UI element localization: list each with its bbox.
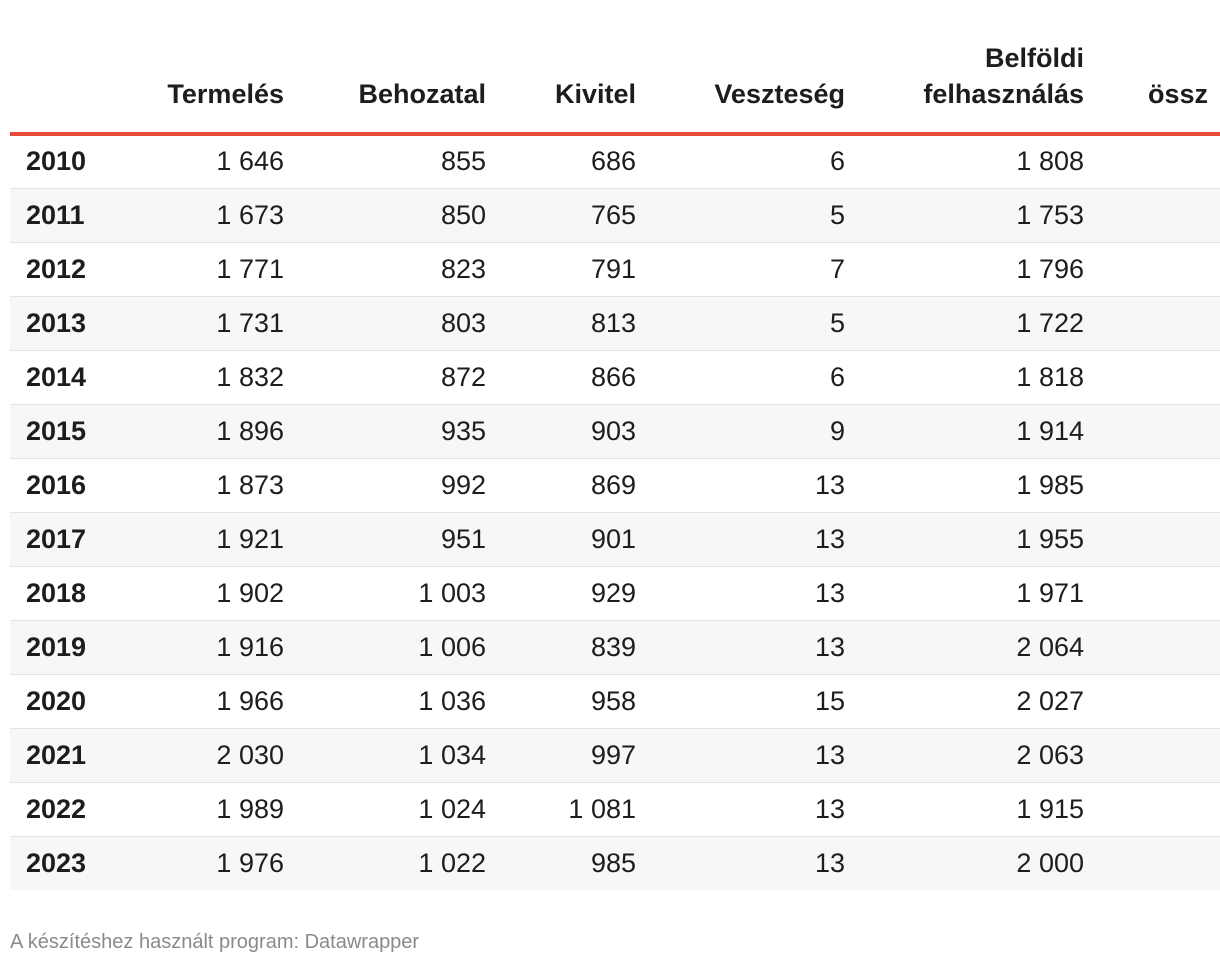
cell-ossz: [1084, 674, 1220, 728]
cell-veszteseg: 9: [636, 404, 845, 458]
cell-termeles: 1 771: [120, 242, 284, 296]
cell-kivitel: 985: [590, 847, 636, 878]
table-row: [10, 566, 1220, 620]
cell-ossz: [1084, 782, 1220, 836]
cell-year: 2011: [10, 188, 120, 242]
cell-kivitel: 791: [486, 242, 636, 296]
cell-belfoldi-felhasznalas: 1 796: [845, 242, 1084, 296]
cell-veszteseg: 5: [636, 296, 845, 350]
cell-year: 2018: [10, 566, 120, 620]
cell-termeles: 1 902: [120, 566, 284, 620]
cell-kivitel: 839: [486, 620, 636, 674]
cell-year: 2017: [10, 512, 120, 566]
cell-veszteseg: 13: [636, 728, 845, 782]
cell-behozatal: 872: [284, 350, 486, 404]
cell-behozatal: 823: [284, 242, 486, 296]
header-behozatal[interactable]: Behozatal: [284, 0, 486, 134]
cell-veszteseg: 13: [636, 782, 845, 836]
cell-belfoldi-felhasznalas: 1 914: [845, 404, 1084, 458]
table-header-row: [10, 0, 1220, 134]
cell-ossz: [1084, 512, 1220, 566]
cell-behozatal: 855: [284, 134, 486, 188]
data-table: [10, 0, 1220, 890]
header-belfoldi-line1: Belföldi: [985, 43, 1084, 73]
cell-ossz: [1084, 458, 1220, 512]
cell-behozatal: 1 006: [284, 620, 486, 674]
cell-kivitel: 765: [486, 188, 636, 242]
cell-kivitel: 813: [486, 296, 636, 350]
cell-ossz: [1084, 296, 1220, 350]
cell-belfoldi-felhasznalas: 2 000: [1016, 847, 1084, 878]
header-belfoldi-felhasznalas[interactable]: [845, 0, 1084, 134]
cell-belfoldi-felhasznalas: 1 818: [845, 350, 1084, 404]
cell-kivitel: 869: [486, 458, 636, 512]
cell-kivitel: 1 081: [486, 782, 636, 836]
table-row: [10, 242, 1220, 296]
cell-belfoldi-felhasznalas: 2 063: [845, 728, 1084, 782]
cell-veszteseg: 6: [636, 350, 845, 404]
cell-belfoldi-felhasznalas: 1 971: [845, 566, 1084, 620]
table-row: [10, 728, 1220, 782]
data-table-container: [10, 0, 1220, 892]
header-kivitel[interactable]: Kivitel: [486, 0, 636, 134]
cell-ossz: [1084, 728, 1220, 782]
table-row: [10, 836, 1220, 890]
cell-behozatal: 1 003: [284, 566, 486, 620]
cell-kivitel: 997: [486, 728, 636, 782]
footer-credit: A készítéshez használt program: Datawrapper: [10, 931, 420, 953]
cell-veszteseg: 7: [636, 242, 845, 296]
table-row: [10, 134, 1220, 188]
cell-termeles: 1 896: [120, 404, 284, 458]
cell-veszteseg: 13: [636, 458, 845, 512]
cell-veszteseg: 13: [814, 847, 845, 878]
cell-ossz: [1084, 620, 1220, 674]
cell-year: 2015: [10, 404, 120, 458]
cell-behozatal: 803: [284, 296, 486, 350]
cell-year: 2013: [10, 296, 120, 350]
cell-behozatal: 850: [284, 188, 486, 242]
cell-year: 2023: [26, 847, 87, 878]
cell-behozatal: 1 022: [418, 847, 486, 878]
cell-kivitel: 958: [486, 674, 636, 728]
cell-ossz: [1084, 566, 1220, 620]
cell-ossz: [1084, 242, 1220, 296]
table-row: [10, 782, 1220, 836]
cell-kivitel: 866: [486, 350, 636, 404]
cell-veszteseg: 5: [636, 188, 845, 242]
cell-termeles: 1 731: [120, 296, 284, 350]
cell-veszteseg: 13: [636, 566, 845, 620]
cell-year: 2021: [10, 728, 120, 782]
table-row: [10, 620, 1220, 674]
cell-kivitel: 903: [486, 404, 636, 458]
header-veszteseg[interactable]: Veszteség: [636, 0, 845, 134]
cell-ossz: [1084, 350, 1220, 404]
header-ossz[interactable]: össz: [1084, 0, 1220, 134]
header-year[interactable]: [10, 0, 120, 134]
cell-termeles: 1 976: [216, 847, 284, 878]
cell-belfoldi-felhasznalas: 2 027: [845, 674, 1084, 728]
cell-belfoldi-felhasznalas: 1 753: [845, 188, 1084, 242]
cell-year: 2010: [10, 134, 120, 188]
cell-termeles: 2 030: [120, 728, 284, 782]
cell-veszteseg: 13: [636, 620, 845, 674]
cell-ossz: [1084, 188, 1220, 242]
cell-termeles: 1 646: [120, 134, 284, 188]
cell-ossz: [1084, 836, 1220, 890]
table-row: [10, 674, 1220, 728]
cell-veszteseg: 13: [636, 512, 845, 566]
cell-belfoldi-felhasznalas: 1 915: [845, 782, 1084, 836]
cell-behozatal: 951: [284, 512, 486, 566]
cell-termeles: 1 673: [120, 188, 284, 242]
cell-year: 2019: [10, 620, 120, 674]
cell-behozatal: 1 036: [284, 674, 486, 728]
cell-belfoldi-felhasznalas: 1 722: [845, 296, 1084, 350]
cell-belfoldi-felhasznalas: 2 064: [845, 620, 1084, 674]
cell-year: 2022: [10, 782, 120, 836]
cell-termeles: 1 989: [120, 782, 284, 836]
cell-behozatal: 935: [284, 404, 486, 458]
table-body: [10, 134, 1220, 890]
cell-behozatal: 992: [284, 458, 486, 512]
cell-ossz: [1084, 134, 1220, 188]
cell-behozatal: 1 024: [284, 782, 486, 836]
cell-behozatal: 1 034: [284, 728, 486, 782]
header-belfoldi-line2: felhasználás: [923, 79, 1084, 109]
cell-belfoldi-felhasznalas: 1 808: [845, 134, 1084, 188]
cell-belfoldi-felhasznalas: 1 985: [845, 458, 1084, 512]
cell-kivitel: 686: [486, 134, 636, 188]
table-row: [10, 350, 1220, 404]
cell-belfoldi-felhasznalas: 1 955: [845, 512, 1084, 566]
cell-veszteseg: 15: [636, 674, 845, 728]
cell-termeles: 1 966: [120, 674, 284, 728]
cell-year: 2016: [10, 458, 120, 512]
cell-year: 2020: [10, 674, 120, 728]
cell-year: 2014: [10, 350, 120, 404]
cell-termeles: 1 921: [120, 512, 284, 566]
cell-termeles: 1 916: [120, 620, 284, 674]
cell-year: 2012: [10, 242, 120, 296]
cell-kivitel: 901: [486, 512, 636, 566]
table-row: [10, 296, 1220, 350]
cell-kivitel: 929: [486, 566, 636, 620]
cell-ossz: [1084, 404, 1220, 458]
cell-termeles: 1 832: [120, 350, 284, 404]
table-row: [10, 404, 1220, 458]
table-row: [10, 458, 1220, 512]
table-row: [10, 512, 1220, 566]
cell-termeles: 1 873: [120, 458, 284, 512]
table-row: [10, 188, 1220, 242]
header-termeles[interactable]: Termelés: [120, 0, 284, 134]
cell-veszteseg: 6: [636, 134, 845, 188]
